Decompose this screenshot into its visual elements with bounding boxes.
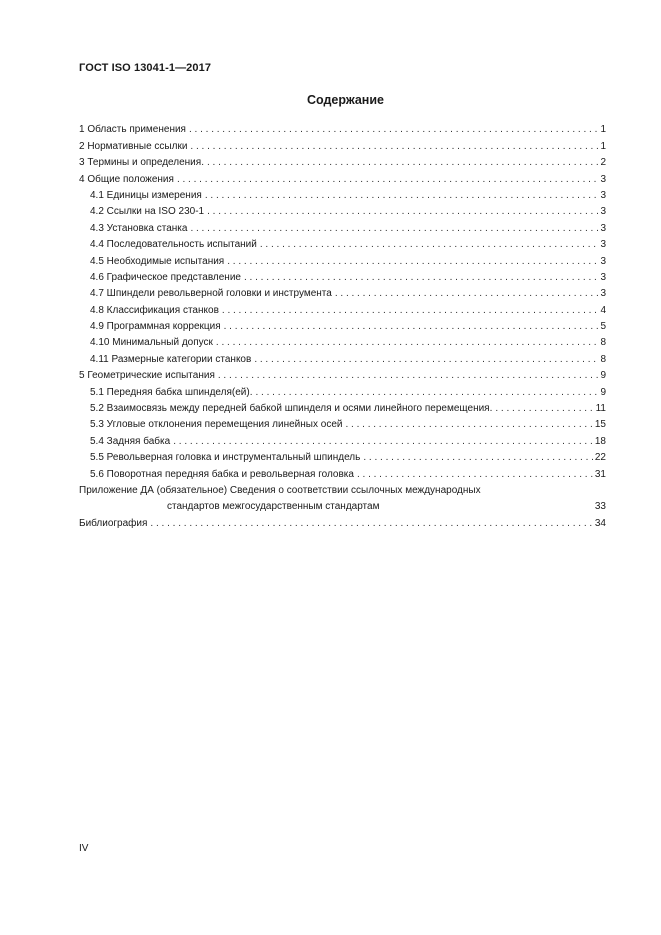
- toc-entry-page: 1: [600, 140, 606, 152]
- toc-entry[interactable]: [79, 268, 606, 284]
- toc-entry-page: 8: [600, 353, 606, 365]
- toc-entry-label: Библиография: [79, 517, 148, 529]
- toc-entry[interactable]: [79, 284, 606, 300]
- toc-entry-label: 4.7 Шпиндели револьверной головки и инструмента: [90, 288, 332, 300]
- toc-leader-dots: [207, 206, 599, 218]
- toc-entry-bibliography[interactable]: [79, 513, 606, 529]
- toc-leader-dots: [224, 321, 600, 333]
- toc-entry-page: 8: [600, 337, 606, 349]
- toc-leader-dots: [244, 272, 599, 284]
- toc-entry-label-continued: стандартов межгосударственным стандартам: [167, 501, 380, 513]
- toc-entry-page: 18: [594, 435, 606, 447]
- toc-entry-page: 9: [600, 370, 606, 382]
- toc-leader-dots: [216, 337, 600, 349]
- toc-entries: [79, 120, 606, 481]
- toc-entry-label: 4.5 Необходимые испытания: [90, 255, 225, 267]
- toc-entry-label: 4.9 Программная коррекция: [90, 321, 221, 333]
- toc-entry-page: 3: [600, 288, 606, 300]
- toc-entry-label: 5.2 Взаимосвязь между передней бабкой шпинделя и осями линейного перемещения.: [90, 403, 493, 415]
- toc-entry-label: 4.8 Классификация станков: [90, 304, 219, 316]
- toc-leader-dots: [173, 436, 594, 448]
- page-number: IV: [79, 843, 89, 854]
- toc-entry-page: 3: [600, 206, 606, 218]
- toc-entry-label: 4.3 Установка станка: [90, 222, 188, 234]
- toc-leader-dots: [190, 141, 599, 153]
- toc-leader-dots: [260, 239, 600, 251]
- toc-entry-label: 4.1 Единицы измерения: [90, 189, 202, 201]
- toc-entry-label: 4.6 Графическое представление: [90, 271, 241, 283]
- toc-entry[interactable]: [79, 431, 606, 447]
- toc-entry-page: 22: [594, 452, 606, 464]
- document-code: ГОСТ ISO 13041-1—2017: [79, 62, 212, 74]
- toc-entry[interactable]: [79, 464, 606, 480]
- toc-title: [0, 93, 661, 107]
- toc-entry-page: 3: [600, 222, 606, 234]
- toc-entry[interactable]: [79, 333, 606, 349]
- toc-leader-dots: [345, 419, 593, 431]
- toc-entry[interactable]: [79, 349, 606, 365]
- toc-entry[interactable]: [79, 366, 606, 382]
- toc-leader-dots: [207, 157, 599, 169]
- toc-leader-dots: [190, 223, 599, 235]
- toc-entry-page: 3: [600, 271, 606, 283]
- toc-entry[interactable]: [79, 235, 606, 251]
- toc-entry-label: 3 Термины и определения.: [79, 157, 204, 169]
- toc-entry-label: 4.2 Ссылки на ISO 230-1: [90, 206, 205, 218]
- toc-entry-page: 15: [594, 419, 606, 431]
- toc-entry-label: 5.6 Поворотная передняя бабка и револьверная головка: [90, 468, 354, 480]
- toc-entry-page: 5: [600, 321, 606, 333]
- toc-entry-label: 4.10 Минимальный допуск: [90, 337, 213, 349]
- toc-entry-page: 11: [595, 403, 606, 415]
- toc-entry-label: 5.5 Револьверная головка и инструментальный шпиндель: [90, 452, 361, 464]
- toc-entry-label: 5.3 Угловые отклонения перемещения линейных осей: [90, 419, 343, 431]
- toc-entry-page: 9: [600, 386, 606, 398]
- toc-entry[interactable]: [79, 169, 606, 185]
- toc-leader-dots: [227, 256, 599, 268]
- toc-entry-page: 3: [600, 239, 606, 251]
- toc-entry[interactable]: [79, 448, 606, 464]
- toc-leader-dots: [189, 124, 599, 136]
- toc-entry[interactable]: [79, 120, 606, 136]
- toc-leader-dots: [495, 403, 594, 415]
- toc-entry-page: 3: [600, 173, 606, 185]
- toc-entry-label: 5.1 Передняя бабка шпинделя(ей).: [90, 386, 253, 398]
- toc-entry-label: 5.4 Задняя бабка: [90, 435, 171, 447]
- toc-entry[interactable]: [79, 300, 606, 316]
- toc-entry-label: Приложение ДА (обязательное) Сведения о соответствии ссылочных международных: [79, 484, 481, 496]
- toc-entry-page: 31: [594, 468, 606, 480]
- toc-entry-appendix[interactable]: [79, 481, 606, 514]
- toc-entry[interactable]: [79, 153, 606, 169]
- toc-entry-label: 5 Геометрические испытания: [79, 370, 215, 382]
- toc-entry-label: 4 Общие положения: [79, 173, 174, 185]
- toc-entry[interactable]: [79, 136, 606, 152]
- toc-entry-page: 3: [600, 255, 606, 267]
- toc-leader-dots: [218, 370, 600, 382]
- toc-entry-label: 4.4 Последовательность испытаний: [90, 239, 257, 251]
- toc-entry-page: 3: [600, 189, 606, 201]
- toc-entry[interactable]: [79, 186, 606, 202]
- toc-entry-page: 2: [600, 157, 606, 169]
- toc-entry[interactable]: [79, 317, 606, 333]
- toc-entry[interactable]: [79, 415, 606, 431]
- toc-entry[interactable]: [79, 382, 606, 398]
- toc-entry[interactable]: [79, 251, 606, 267]
- toc-leader-dots: [222, 305, 600, 317]
- toc-leader-dots: [255, 387, 599, 399]
- toc-entry-label: 1 Область применения: [79, 124, 186, 136]
- toc-entry[interactable]: [79, 202, 606, 218]
- toc-leader-dots: [177, 174, 600, 186]
- toc-entry-page: 34: [594, 517, 606, 529]
- toc-leader-dots: [254, 354, 599, 366]
- toc-entry-page: 1: [600, 124, 606, 136]
- toc-entry[interactable]: [79, 399, 606, 415]
- toc-leader-dots: [357, 469, 594, 481]
- toc-entry-label: 2 Нормативные ссылки: [79, 140, 188, 152]
- toc-leader-dots: [150, 518, 593, 530]
- toc-entry[interactable]: [79, 218, 606, 234]
- toc-entry-page: 33: [594, 501, 606, 513]
- toc-leader-dots: [363, 452, 594, 464]
- toc-entry-label: 4.11 Размерные категории станков: [90, 353, 252, 365]
- toc-leader-dots: [335, 288, 600, 300]
- toc-title-text: Содержание: [306, 93, 384, 107]
- table-of-contents: [79, 120, 606, 530]
- toc-leader-dots: [205, 190, 600, 202]
- toc-entry-page: 4: [600, 304, 606, 316]
